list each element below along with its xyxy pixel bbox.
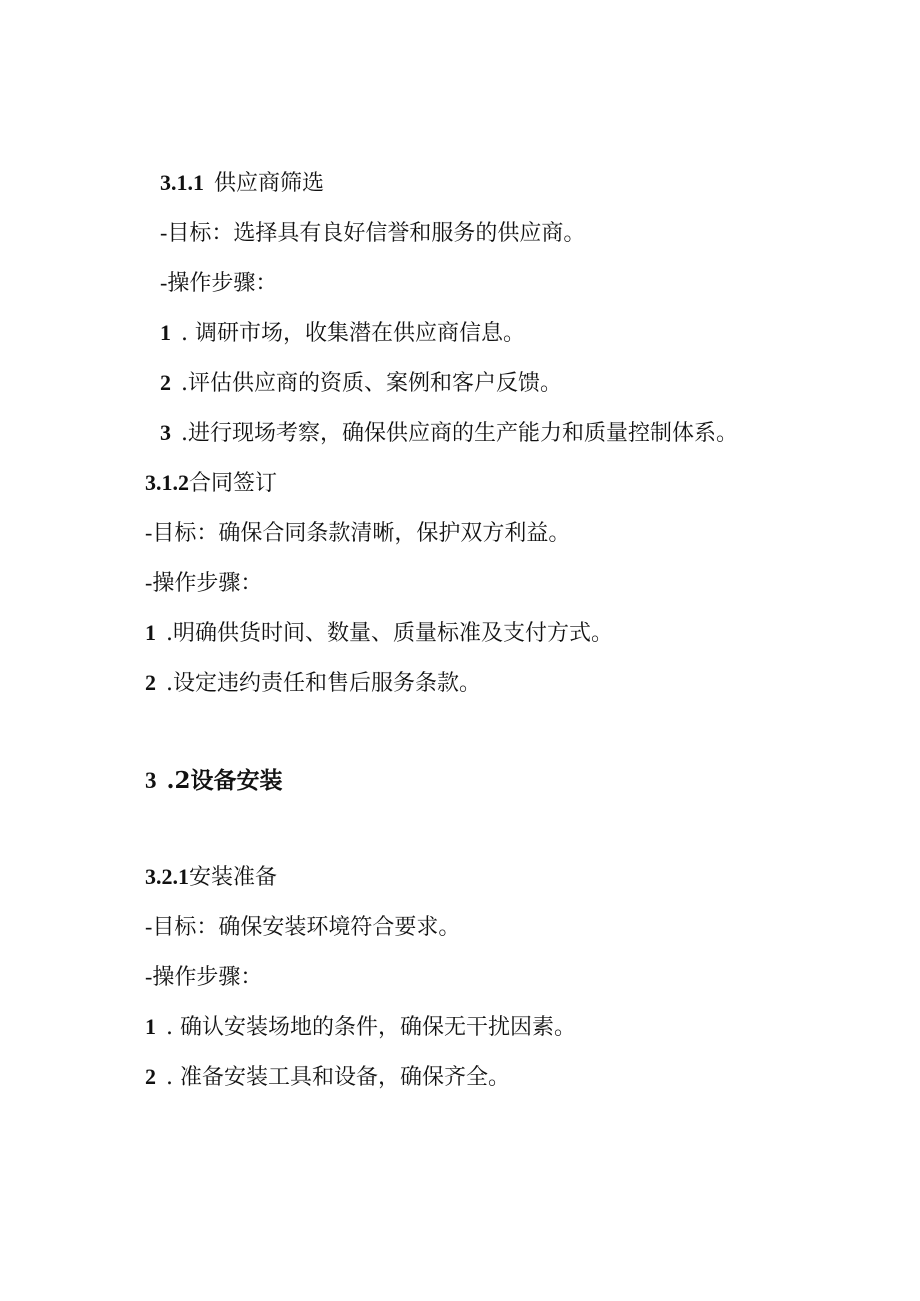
list-item-text: . 确认安装场地的条件，确保无干扰因素。 — [166, 1015, 576, 1040]
goal-text: 目标：确保安装环境符合要求。 — [152, 915, 461, 940]
list-item-number: 1 — [145, 1014, 156, 1039]
list-item-text: .设定违约责任和售后服务条款。 — [166, 671, 481, 696]
list-item-number: 1 — [160, 320, 171, 345]
dash-marker: - — [145, 570, 153, 595]
list-item — [160, 368, 562, 399]
goal-text: 目标：确保合同条款清晰，保护双方利益。 — [152, 521, 571, 546]
list-item-number: 1 — [145, 620, 156, 645]
heading-3-2-1 — [145, 862, 277, 893]
heading-3-1-1 — [160, 168, 324, 199]
list-item-number: 2 — [145, 1064, 156, 1089]
list-item-text: .明确供货时间、数量、质量标准及支付方式。 — [166, 621, 613, 646]
dash-marker: - — [145, 964, 153, 989]
heading-number: 3.2.1 — [145, 864, 189, 889]
list-item — [145, 1062, 510, 1093]
dash-marker: - — [145, 520, 153, 545]
list-item — [160, 418, 738, 449]
dash-marker: - — [160, 220, 168, 245]
steps-label — [145, 962, 262, 993]
heading-3-1-2 — [145, 468, 277, 499]
list-item-text: .评估供应商的资质、案例和客户反馈。 — [181, 371, 562, 396]
steps-label-text: 操作步骤： — [167, 271, 278, 296]
list-item-number: 2 — [160, 370, 171, 395]
steps-label-text: 操作步骤： — [152, 965, 263, 990]
list-item — [145, 1012, 576, 1043]
goal-text: 目标：选择具有良好信誉和服务的供应商。 — [167, 221, 586, 246]
heading-number: 3.1.2 — [145, 470, 189, 495]
list-item — [160, 318, 525, 349]
list-item-number: 2 — [145, 670, 156, 695]
list-item-text: . 调研市场，收集潜在供应商信息。 — [181, 321, 525, 346]
steps-label-text: 操作步骤： — [152, 571, 263, 596]
list-item-text: .进行现场考察，确保供应商的生产能力和质量控制体系。 — [181, 421, 738, 446]
dash-marker: - — [145, 914, 153, 939]
goal-line — [160, 218, 585, 249]
list-item-number: 3 — [160, 420, 171, 445]
list-item — [145, 618, 613, 649]
steps-label — [145, 568, 262, 599]
section-title: .2设备安装 — [166, 767, 283, 794]
list-item — [145, 668, 481, 699]
goal-line — [145, 912, 460, 943]
dash-marker: - — [160, 270, 168, 295]
list-item-text: . 准备安装工具和设备，确保齐全。 — [166, 1065, 510, 1090]
goal-line — [145, 518, 570, 549]
steps-label — [160, 268, 277, 299]
heading-title: 安装准备 — [189, 865, 278, 890]
section-number: 3 — [145, 768, 157, 793]
heading-title: 供应商筛选 — [214, 171, 325, 196]
heading-number: 3.1.1 — [160, 170, 204, 195]
heading-title: 合同签订 — [189, 471, 278, 496]
section-heading-3-2 — [145, 766, 283, 796]
